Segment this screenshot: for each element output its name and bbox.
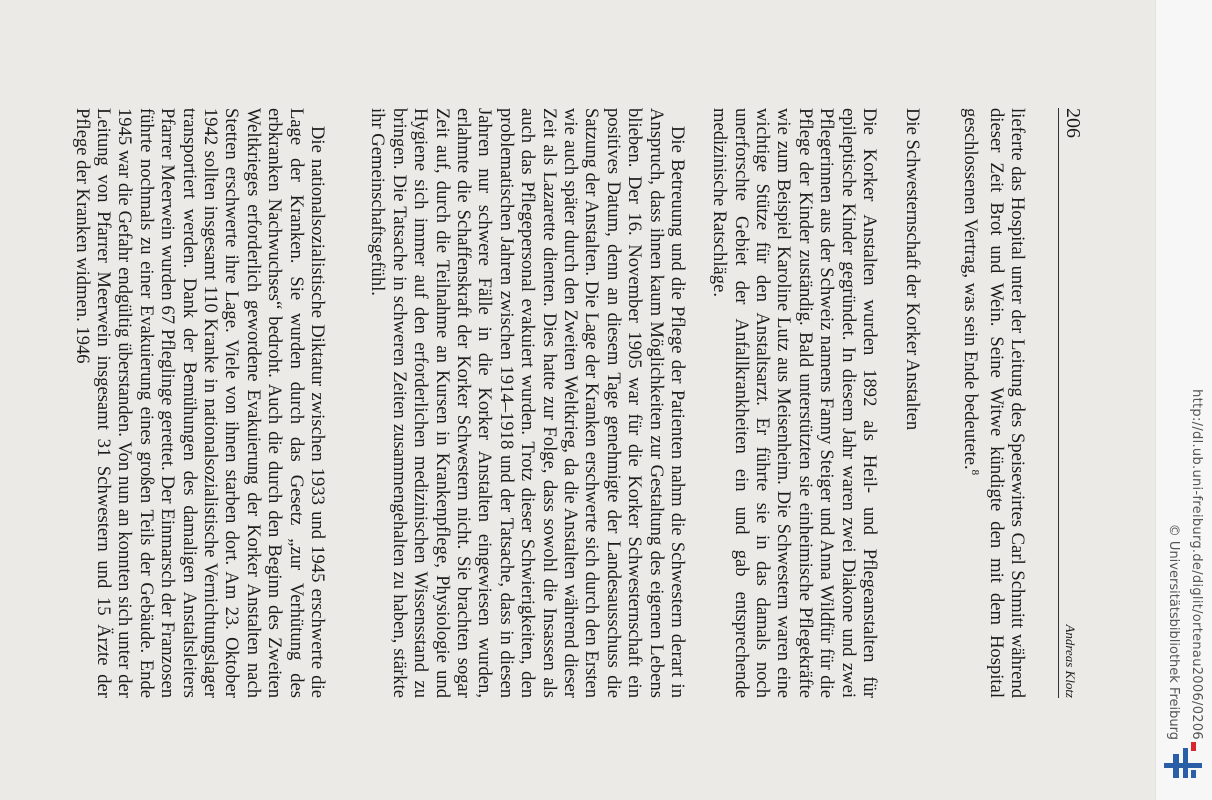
section-heading: Die Schwesternschaft der Korker Anstalten: [902, 108, 923, 431]
paragraph-hospital: [960, 108, 1028, 698]
copyright-notice: © Universitätsbibliothek Freiburg: [1166, 523, 1181, 740]
paragraph-nursing: Die Betreuung und die Pflege der Patienten nahm die Schwestern derart in Anspruch, dass ihnen kaum Möglichkeiten zur Gestaltung des eigenen Lebens blieben. Der 16. November 1905 war für die Korker Schwesternschaft ein positives Datum, denn an diesem Tage genehmigte der Landesausschuss die Satzung der Anstalten. Die Lage der Kranken erschwerte sich durch den Ersten wie auch später durch den Zweiten Weltkrieg, da die Anstalten während dieser Zeit als Lazarette dienten. Dies hatte zur Folge, dass sowohl die Insassen als auch das Pflegepersonal evakuiert wurden. Trotz dieser Schwierigkeiten, den problematischen Jahren zwischen 1914–1918 und der Tatsache, dass in diesen Jahren nur schwere Fälle in die Korker Anstalten eingewiesen wurden, erlahmte die Schaffenskraft der Korker Schwestern nicht. Sie brachten sogar Zeit auf, durch die Teilnahme an Kursen in Krankenpflege, Physiologie und Hygiene sich immer auf den erforderlichen medizinischen Wissensstand zu bringen. Die Tatsache in schweren Zeiten zusammengehalten zu haben, stärkte ihr Gemeinschaftsgefühl.: [367, 108, 688, 698]
paragraph-hospital-text: lieferte das Hospital unter der Leitung des Speisewirtes Carl Schmitt während dieser Zeit Brot und Wein. Seine Witwe kündigte den mit dem Hospital geschlossenen Vertrag, was sein Ende bedeutete.: [960, 108, 1028, 698]
sidebar-text: [1155, 0, 1212, 740]
page-number: 206: [1062, 108, 1084, 138]
running-header: [1058, 108, 1083, 698]
paragraph-founding: Die Korker Anstalten wurden 1892 als Heil- und Pflegeanstalten für epileptische Kinder gegründet. In diesem Jahr waren zwei Diakone und zwei Pflegerinnen aus der Schweiz namens Fanny Steiger und Anna Wildfür für die Pflege der Kinder zuständig. Bald unterstützten sie einheimische Pflegekräfte wie zum Beispiel Karoline Lutz aus Meisenheim. Die Schwestern waren eine wichtige Stütze für den Anstaltsarzt. Er führte sie in das damals noch unerforschte Gebiet der Anfallkrankheiten ein und gab entsprechende medizinische Ratschläge.: [709, 108, 880, 698]
source-url[interactable]: http://dl.ub.uni-freiburg.de/diglit/ortenau2006/0206: [1189, 389, 1204, 740]
paragraph-dictatorship: Die nationalsozialistische Diktatur zwischen 1933 und 1945 erschwerte die Lage der Kranken. Sie wurden durch das Gesetz „zur Verhütung des erbkranken Nachwuchses“ bedroht. Auch die durch den Beginn des Zweiten Weltkrieges erforderlich gewordene Evakuierung der Korker Anstalten nach Stetten erschwerte ihre Lage. Viele von ihnen starben dort. Am 23. Oktober 1942 sollten insgesamt 110 Kranke in nationalsozialistische Vernichtungslager transportiert werden. Dank der Bemühungen des damaligen Anstaltsleiters Pfarrer Meerwein wurden 67 Pfleglinge gerettet. Der Einmarsch der Franzosen führte nochmals zu einer Evakuierung eines großen Teils der Gebäude. Ende 1945 war die Gefahr endgültig überstanden. Von nun an konnten sich unter der Leitung von Pfarrer Meerwein insgesamt 31 Schwestern und 15 Ärzte der Pflege der Kranken widmen. 1946: [71, 108, 328, 698]
ub-freiburg-logo-icon: [1160, 740, 1206, 780]
running-author: Andreas Klotz: [1063, 624, 1078, 698]
footnote-ref: 8: [969, 469, 982, 476]
